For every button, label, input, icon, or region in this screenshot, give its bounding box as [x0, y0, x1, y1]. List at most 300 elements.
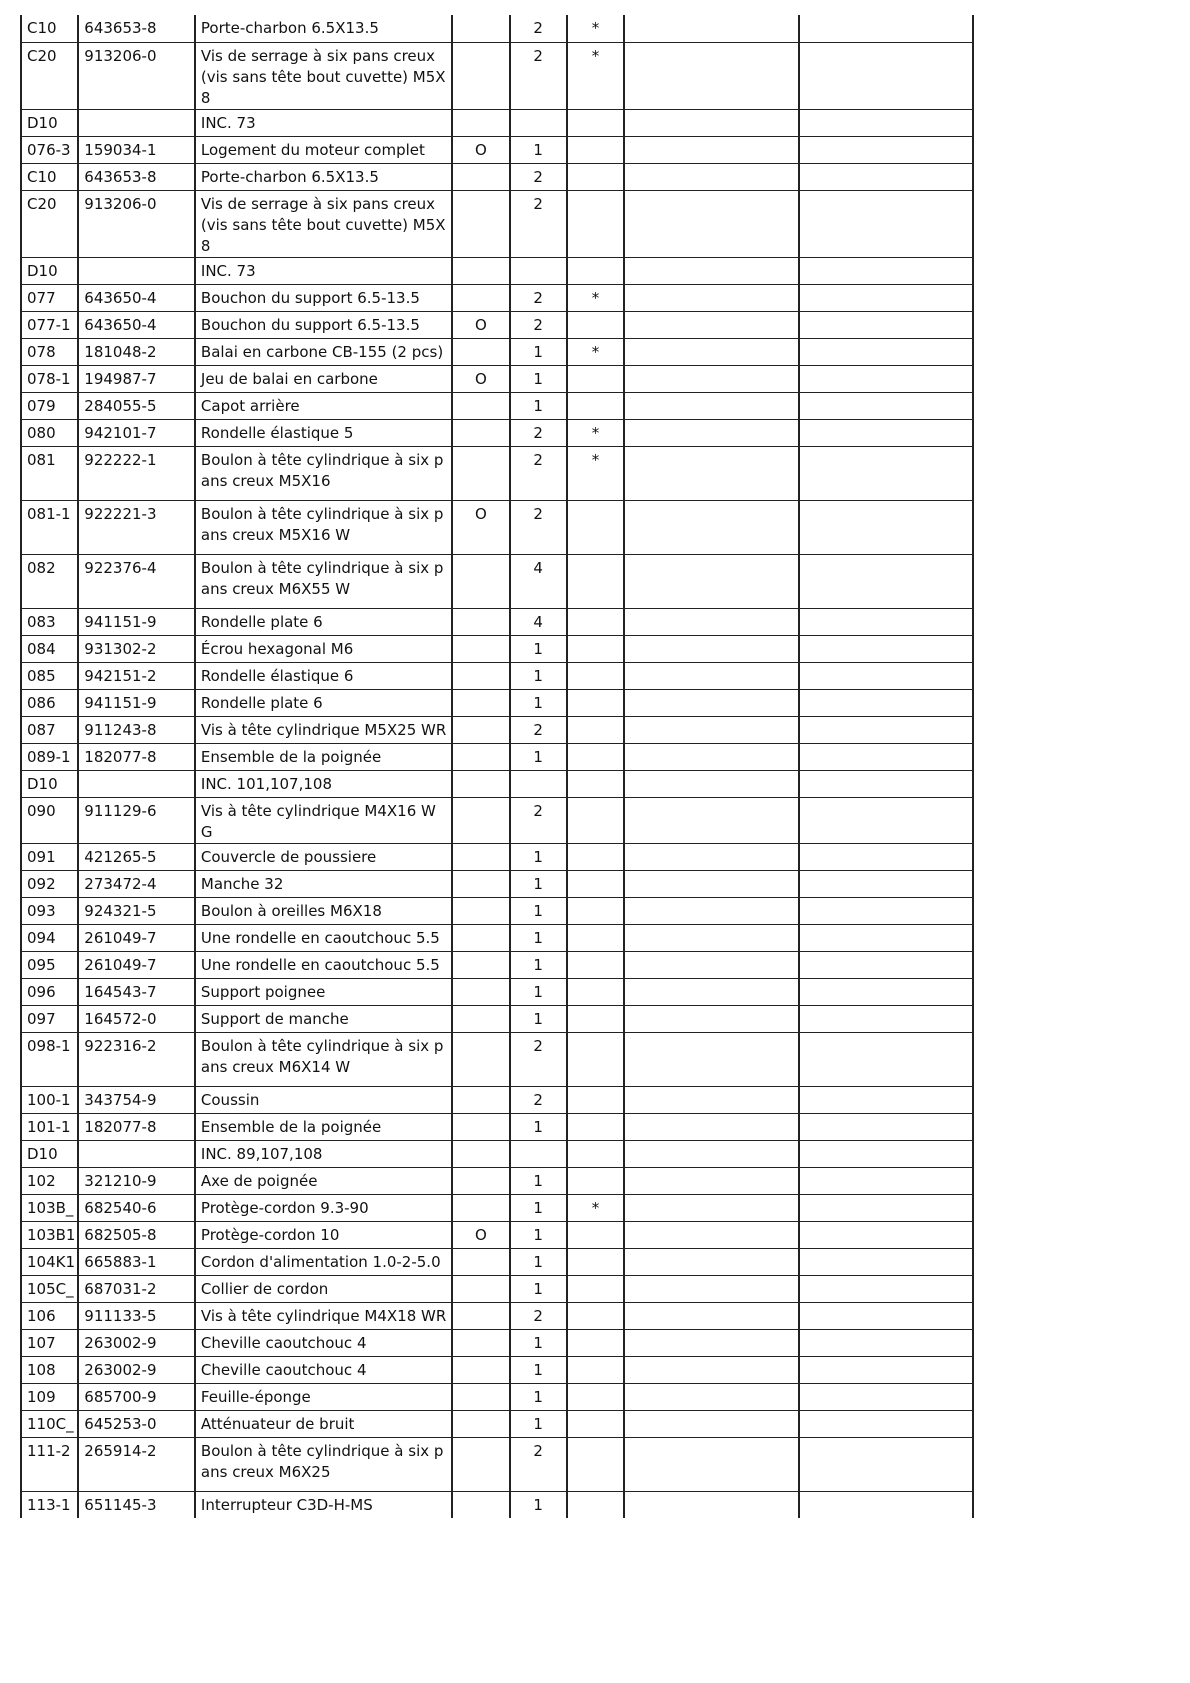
table-row	[21, 1410, 973, 1437]
option-cell	[452, 1113, 509, 1140]
item-number-cell: 084	[21, 635, 78, 662]
description-cell: Rondelle plate 6	[195, 689, 452, 716]
quantity-cell: 1	[510, 1248, 567, 1275]
part-number-cell: 643650-4	[78, 284, 195, 311]
empty-cell	[624, 870, 799, 897]
option-cell: O	[452, 136, 509, 163]
part-number-cell: 182077-8	[78, 1113, 195, 1140]
empty-cell	[624, 392, 799, 419]
part-number-cell: 643653-8	[78, 163, 195, 190]
item-number-cell: 101-1	[21, 1113, 78, 1140]
empty-cell	[624, 190, 799, 257]
option-cell	[452, 770, 509, 797]
note-cell	[567, 978, 624, 1005]
empty-cell	[624, 1383, 799, 1410]
item-number-cell: 097	[21, 1005, 78, 1032]
part-number-cell	[78, 770, 195, 797]
item-number-cell: 082	[21, 554, 78, 608]
empty-cell	[624, 770, 799, 797]
part-number-cell: 941151-9	[78, 689, 195, 716]
empty-cell	[799, 1167, 973, 1194]
part-number-cell: 159034-1	[78, 136, 195, 163]
part-number-cell: 942151-2	[78, 662, 195, 689]
empty-cell	[799, 1005, 973, 1032]
empty-cell	[799, 136, 973, 163]
option-cell	[452, 338, 509, 365]
table-row	[21, 42, 973, 109]
empty-cell	[799, 338, 973, 365]
empty-cell	[799, 1221, 973, 1248]
empty-cell	[624, 1437, 799, 1491]
option-cell: O	[452, 1221, 509, 1248]
part-number-cell: 931302-2	[78, 635, 195, 662]
empty-cell	[624, 1248, 799, 1275]
part-number-cell: 643650-4	[78, 311, 195, 338]
note-cell	[567, 716, 624, 743]
note-cell	[567, 843, 624, 870]
quantity-cell: 2	[510, 446, 567, 500]
note-cell: *	[567, 284, 624, 311]
quantity-cell: 1	[510, 897, 567, 924]
table-row	[21, 797, 973, 843]
empty-cell	[624, 163, 799, 190]
item-number-cell: 105C_	[21, 1275, 78, 1302]
option-cell	[452, 1356, 509, 1383]
part-number-cell	[78, 109, 195, 136]
note-cell	[567, 770, 624, 797]
empty-cell	[624, 843, 799, 870]
option-cell	[452, 1410, 509, 1437]
empty-cell	[624, 1302, 799, 1329]
empty-cell	[799, 1410, 973, 1437]
option-cell	[452, 284, 509, 311]
option-cell	[452, 924, 509, 951]
empty-cell	[799, 716, 973, 743]
part-number-cell: 321210-9	[78, 1167, 195, 1194]
table-row	[21, 1302, 973, 1329]
note-cell	[567, 1005, 624, 1032]
option-cell	[452, 554, 509, 608]
empty-cell	[624, 924, 799, 951]
table-row	[21, 1140, 973, 1167]
table-row	[21, 689, 973, 716]
empty-cell	[799, 743, 973, 770]
part-number-cell: 273472-4	[78, 870, 195, 897]
note-cell	[567, 951, 624, 978]
table-row	[21, 1005, 973, 1032]
description-cell: INC. 89,107,108	[195, 1140, 452, 1167]
part-number-cell: 181048-2	[78, 338, 195, 365]
option-cell	[452, 951, 509, 978]
empty-cell	[799, 1194, 973, 1221]
option-cell	[452, 419, 509, 446]
part-number-cell: 682540-6	[78, 1194, 195, 1221]
option-cell	[452, 1140, 509, 1167]
note-cell	[567, 743, 624, 770]
empty-cell	[799, 689, 973, 716]
part-number-cell: 922316-2	[78, 1032, 195, 1086]
option-cell	[452, 1005, 509, 1032]
item-number-cell: 108	[21, 1356, 78, 1383]
empty-cell	[624, 1491, 799, 1518]
empty-cell	[799, 608, 973, 635]
empty-cell	[624, 689, 799, 716]
part-number-cell: 922221-3	[78, 500, 195, 554]
table-row	[21, 870, 973, 897]
description-cell: Vis à tête cylindrique M5X25 WR	[195, 716, 452, 743]
quantity-cell: 1	[510, 1167, 567, 1194]
empty-cell	[799, 257, 973, 284]
description-cell: Protège-cordon 10	[195, 1221, 452, 1248]
part-number-cell: 421265-5	[78, 843, 195, 870]
empty-cell	[624, 500, 799, 554]
item-number-cell: C20	[21, 190, 78, 257]
quantity-cell: 1	[510, 392, 567, 419]
note-cell: *	[567, 419, 624, 446]
description-cell: Vis de serrage à six pans creux (vis sans tête bout cuvette) M5X8	[195, 190, 452, 257]
empty-cell	[799, 1356, 973, 1383]
part-number-cell	[78, 257, 195, 284]
empty-cell	[799, 770, 973, 797]
empty-cell	[624, 1329, 799, 1356]
empty-cell	[799, 15, 973, 42]
description-cell: Logement du moteur complet	[195, 136, 452, 163]
note-cell	[567, 897, 624, 924]
part-number-cell: 941151-9	[78, 608, 195, 635]
part-number-cell: 913206-0	[78, 42, 195, 109]
option-cell	[452, 392, 509, 419]
part-number-cell: 164543-7	[78, 978, 195, 1005]
note-cell	[567, 1032, 624, 1086]
note-cell	[567, 1086, 624, 1113]
empty-cell	[624, 284, 799, 311]
option-cell: O	[452, 365, 509, 392]
note-cell	[567, 190, 624, 257]
empty-cell	[799, 109, 973, 136]
empty-cell	[799, 446, 973, 500]
table-row	[21, 1221, 973, 1248]
description-cell: Cheville caoutchouc 4	[195, 1329, 452, 1356]
item-number-cell: C10	[21, 15, 78, 42]
description-cell: Rondelle élastique 5	[195, 419, 452, 446]
note-cell	[567, 1329, 624, 1356]
quantity-cell: 1	[510, 1383, 567, 1410]
table-row	[21, 1356, 973, 1383]
part-number-cell: 182077-8	[78, 743, 195, 770]
table-row	[21, 554, 973, 608]
description-cell: Boulon à oreilles M6X18	[195, 897, 452, 924]
item-number-cell: 078-1	[21, 365, 78, 392]
option-cell	[452, 109, 509, 136]
option-cell	[452, 1302, 509, 1329]
note-cell: *	[567, 1194, 624, 1221]
part-number-cell: 651145-3	[78, 1491, 195, 1518]
part-number-cell: 682505-8	[78, 1221, 195, 1248]
option-cell	[452, 689, 509, 716]
quantity-cell: 2	[510, 1437, 567, 1491]
part-number-cell: 924321-5	[78, 897, 195, 924]
description-cell: Couvercle de poussiere	[195, 843, 452, 870]
quantity-cell: 1	[510, 1005, 567, 1032]
description-cell: Une rondelle en caoutchouc 5.5	[195, 924, 452, 951]
table-row	[21, 1383, 973, 1410]
quantity-cell: 1	[510, 662, 567, 689]
empty-cell	[624, 15, 799, 42]
option-cell	[452, 743, 509, 770]
part-number-cell: 263002-9	[78, 1329, 195, 1356]
note-cell	[567, 797, 624, 843]
option-cell	[452, 870, 509, 897]
empty-cell	[799, 500, 973, 554]
empty-cell	[799, 843, 973, 870]
empty-cell	[799, 870, 973, 897]
quantity-cell: 1	[510, 1275, 567, 1302]
description-cell: Feuille-éponge	[195, 1383, 452, 1410]
empty-cell	[624, 1194, 799, 1221]
note-cell	[567, 554, 624, 608]
table-row	[21, 1032, 973, 1086]
item-number-cell: 111-2	[21, 1437, 78, 1491]
empty-cell	[624, 446, 799, 500]
parts-table-body	[21, 15, 973, 1518]
description-cell: Interrupteur C3D-H-MS	[195, 1491, 452, 1518]
quantity-cell: 1	[510, 1194, 567, 1221]
part-number-cell: 922222-1	[78, 446, 195, 500]
note-cell: *	[567, 446, 624, 500]
option-cell	[452, 662, 509, 689]
quantity-cell: 1	[510, 338, 567, 365]
option-cell	[452, 163, 509, 190]
empty-cell	[799, 897, 973, 924]
empty-cell	[624, 1140, 799, 1167]
quantity-cell: 2	[510, 1302, 567, 1329]
table-row	[21, 1437, 973, 1491]
quantity-cell: 1	[510, 870, 567, 897]
quantity-cell: 2	[510, 797, 567, 843]
option-cell	[452, 1167, 509, 1194]
item-number-cell: 091	[21, 843, 78, 870]
empty-cell	[624, 554, 799, 608]
option-cell	[452, 446, 509, 500]
quantity-cell: 1	[510, 1356, 567, 1383]
part-number-cell: 685700-9	[78, 1383, 195, 1410]
table-row	[21, 743, 973, 770]
note-cell	[567, 136, 624, 163]
empty-cell	[799, 1383, 973, 1410]
empty-cell	[624, 338, 799, 365]
empty-cell	[799, 1302, 973, 1329]
description-cell: INC. 73	[195, 257, 452, 284]
description-cell: Ensemble de la poignée	[195, 743, 452, 770]
item-number-cell: 081-1	[21, 500, 78, 554]
option-cell	[452, 843, 509, 870]
item-number-cell: 109	[21, 1383, 78, 1410]
parts-list-table	[20, 15, 974, 1518]
quantity-cell: 2	[510, 15, 567, 42]
option-cell	[452, 978, 509, 1005]
empty-cell	[624, 419, 799, 446]
option-cell	[452, 42, 509, 109]
note-cell	[567, 1275, 624, 1302]
part-number-cell: 911243-8	[78, 716, 195, 743]
empty-cell	[624, 662, 799, 689]
note-cell	[567, 1383, 624, 1410]
quantity-cell: 1	[510, 843, 567, 870]
empty-cell	[799, 1086, 973, 1113]
empty-cell	[624, 311, 799, 338]
part-number-cell: 913206-0	[78, 190, 195, 257]
item-number-cell: 080	[21, 419, 78, 446]
table-row	[21, 1086, 973, 1113]
item-number-cell: 089-1	[21, 743, 78, 770]
table-row	[21, 843, 973, 870]
empty-cell	[799, 1140, 973, 1167]
table-row	[21, 136, 973, 163]
description-cell: Cheville caoutchouc 4	[195, 1356, 452, 1383]
note-cell	[567, 1167, 624, 1194]
quantity-cell: 1	[510, 1410, 567, 1437]
table-row	[21, 924, 973, 951]
description-cell: Support poignee	[195, 978, 452, 1005]
description-cell: Vis de serrage à six pans creux (vis sans tête bout cuvette) M5X8	[195, 42, 452, 109]
option-cell	[452, 1329, 509, 1356]
empty-cell	[624, 797, 799, 843]
part-number-cell: 261049-7	[78, 924, 195, 951]
empty-cell	[624, 42, 799, 109]
option-cell	[452, 716, 509, 743]
description-cell: Support de manche	[195, 1005, 452, 1032]
quantity-cell	[510, 257, 567, 284]
table-row	[21, 978, 973, 1005]
empty-cell	[624, 1113, 799, 1140]
table-row	[21, 770, 973, 797]
quantity-cell: 2	[510, 284, 567, 311]
empty-cell	[799, 365, 973, 392]
option-cell	[452, 15, 509, 42]
option-cell	[452, 797, 509, 843]
item-number-cell: D10	[21, 109, 78, 136]
part-number-cell: 922376-4	[78, 554, 195, 608]
empty-cell	[799, 392, 973, 419]
option-cell	[452, 608, 509, 635]
part-number-cell: 911129-6	[78, 797, 195, 843]
empty-cell	[624, 608, 799, 635]
item-number-cell: 081	[21, 446, 78, 500]
empty-cell	[624, 1221, 799, 1248]
part-number-cell	[78, 1140, 195, 1167]
empty-cell	[799, 42, 973, 109]
description-cell: Rondelle élastique 6	[195, 662, 452, 689]
quantity-cell: 4	[510, 608, 567, 635]
empty-cell	[624, 635, 799, 662]
part-number-cell: 343754-9	[78, 1086, 195, 1113]
option-cell: O	[452, 500, 509, 554]
table-row	[21, 392, 973, 419]
part-number-cell: 665883-1	[78, 1248, 195, 1275]
table-row	[21, 365, 973, 392]
option-cell	[452, 257, 509, 284]
note-cell	[567, 635, 624, 662]
empty-cell	[799, 1032, 973, 1086]
empty-cell	[624, 1086, 799, 1113]
empty-cell	[799, 554, 973, 608]
part-number-cell: 194987-7	[78, 365, 195, 392]
empty-cell	[624, 897, 799, 924]
quantity-cell	[510, 1140, 567, 1167]
item-number-cell: 103B_	[21, 1194, 78, 1221]
part-number-cell: 645253-0	[78, 1410, 195, 1437]
table-row	[21, 419, 973, 446]
item-number-cell: 110C_	[21, 1410, 78, 1437]
table-row	[21, 608, 973, 635]
item-number-cell: 106	[21, 1302, 78, 1329]
description-cell: Ensemble de la poignée	[195, 1113, 452, 1140]
description-cell: Porte-charbon 6.5X13.5	[195, 15, 452, 42]
empty-cell	[624, 978, 799, 1005]
item-number-cell: 078	[21, 338, 78, 365]
quantity-cell: 2	[510, 1086, 567, 1113]
note-cell	[567, 365, 624, 392]
empty-cell	[624, 109, 799, 136]
empty-cell	[799, 311, 973, 338]
part-number-cell: 263002-9	[78, 1356, 195, 1383]
note-cell	[567, 311, 624, 338]
description-cell: Axe de poignée	[195, 1167, 452, 1194]
note-cell	[567, 1356, 624, 1383]
table-row	[21, 284, 973, 311]
description-cell: Boulon à tête cylindrique à six pans creux M6X25	[195, 1437, 452, 1491]
description-cell: Bouchon du support 6.5-13.5	[195, 284, 452, 311]
quantity-cell: 1	[510, 951, 567, 978]
quantity-cell: 1	[510, 136, 567, 163]
empty-cell	[624, 257, 799, 284]
quantity-cell: 2	[510, 716, 567, 743]
item-number-cell: 107	[21, 1329, 78, 1356]
item-number-cell: 077	[21, 284, 78, 311]
empty-cell	[624, 1032, 799, 1086]
item-number-cell: 113-1	[21, 1491, 78, 1518]
description-cell: Coussin	[195, 1086, 452, 1113]
item-number-cell: 077-1	[21, 311, 78, 338]
table-row	[21, 897, 973, 924]
item-number-cell: D10	[21, 257, 78, 284]
empty-cell	[624, 1410, 799, 1437]
note-cell	[567, 392, 624, 419]
empty-cell	[624, 136, 799, 163]
option-cell	[452, 635, 509, 662]
empty-cell	[799, 163, 973, 190]
empty-cell	[624, 1275, 799, 1302]
empty-cell	[799, 1437, 973, 1491]
empty-cell	[624, 716, 799, 743]
empty-cell	[624, 365, 799, 392]
note-cell: *	[567, 15, 624, 42]
table-row	[21, 311, 973, 338]
option-cell	[452, 1086, 509, 1113]
item-number-cell: 087	[21, 716, 78, 743]
empty-cell	[799, 1491, 973, 1518]
note-cell	[567, 1140, 624, 1167]
empty-cell	[799, 635, 973, 662]
empty-cell	[624, 1356, 799, 1383]
empty-cell	[624, 743, 799, 770]
item-number-cell: 104K1	[21, 1248, 78, 1275]
part-number-cell: 911133-5	[78, 1302, 195, 1329]
empty-cell	[799, 284, 973, 311]
item-number-cell: 090	[21, 797, 78, 843]
item-number-cell: 093	[21, 897, 78, 924]
item-number-cell: 095	[21, 951, 78, 978]
